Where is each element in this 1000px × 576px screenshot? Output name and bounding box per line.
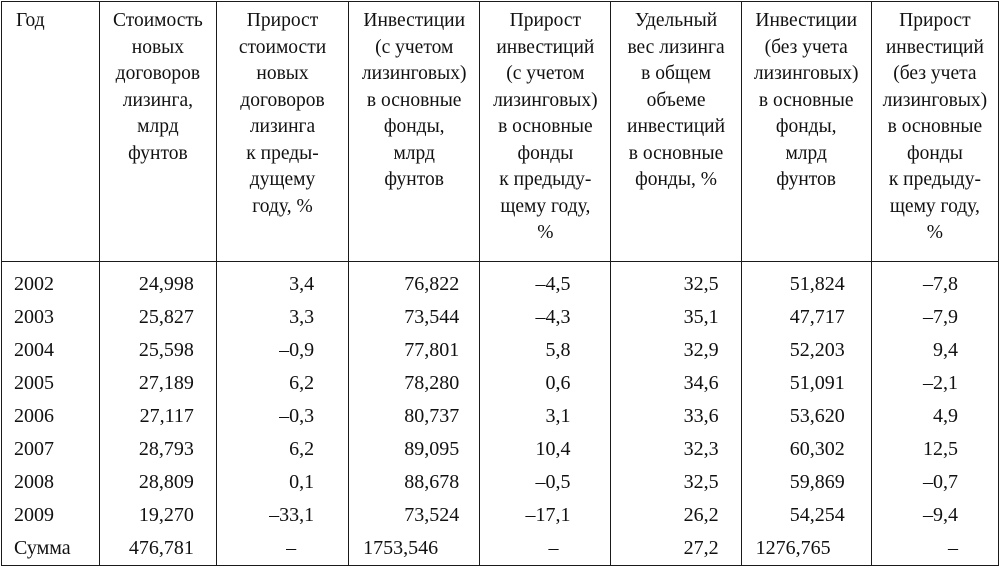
table-cell: 59,869: [741, 466, 871, 499]
header-investment-without-leasing: Инвестиции (без учета лизинговых) в основные фонды, млрд фунтов: [741, 2, 871, 262]
table-cell: –17,1: [480, 499, 611, 532]
leasing-investment-table: [1, 1, 999, 566]
year-cell: 2008: [2, 466, 100, 499]
table-cell: 5,8: [480, 334, 611, 367]
table-cell: 28,793: [99, 433, 216, 466]
table-cell: 54,254: [741, 499, 871, 532]
table-cell: –7,9: [871, 301, 998, 334]
table-row: [2, 433, 999, 466]
table-cell: 78,280: [349, 367, 480, 400]
table-cell: 27,117: [99, 400, 216, 433]
table-cell: –: [871, 532, 998, 566]
table-cell: 89,095: [349, 433, 480, 466]
table-cell: 0,6: [480, 367, 611, 400]
table-cell: 0,1: [216, 466, 348, 499]
table-row: [2, 334, 999, 367]
table-cell: 27,189: [99, 367, 216, 400]
table-cell: 51,824: [741, 262, 871, 302]
table-cell: –0,5: [480, 466, 611, 499]
table-cell: 60,302: [741, 433, 871, 466]
table-cell: 1753,546: [349, 532, 480, 566]
table-cell: 80,737: [349, 400, 480, 433]
table-cell: –4,3: [480, 301, 611, 334]
table-cell: –: [480, 532, 611, 566]
table-cell: 19,270: [99, 499, 216, 532]
year-cell: 2009: [2, 499, 100, 532]
table-row: [2, 367, 999, 400]
header-leasing-share: Удельный вес лизинга в общем объеме инвестиций в основные фонды, %: [611, 2, 741, 262]
table-cell: 25,827: [99, 301, 216, 334]
table-cell: –2,1: [871, 367, 998, 400]
table-row: [2, 400, 999, 433]
table-cell: –0,9: [216, 334, 348, 367]
table-cell: 32,5: [611, 466, 741, 499]
table-cell: –0,7: [871, 466, 998, 499]
table-cell: 73,524: [349, 499, 480, 532]
table-cell: –: [216, 532, 348, 566]
table-row: [2, 262, 999, 302]
table-row: [2, 301, 999, 334]
table-cell: 3,1: [480, 400, 611, 433]
header-investment-with-leasing: Инвестиции (с учетом лизинговых) в основные фонды, млрд фунтов: [349, 2, 480, 262]
table-row: [2, 499, 999, 532]
table-cell: 24,998: [99, 262, 216, 302]
header-row: [2, 2, 999, 262]
table-cell: 3,4: [216, 262, 348, 302]
year-cell: 2004: [2, 334, 100, 367]
table-cell: 32,9: [611, 334, 741, 367]
header-investment-with-leasing-growth: Прирост инвестиций (с учетом лизинговых) в основные фонды к предыду- щему году, %: [480, 2, 611, 262]
table-cell: –33,1: [216, 499, 348, 532]
table-row: [2, 466, 999, 499]
year-cell: 2002: [2, 262, 100, 302]
table-cell: 52,203: [741, 334, 871, 367]
table-cell: 32,5: [611, 262, 741, 302]
table-cell: 51,091: [741, 367, 871, 400]
table-cell: –0,3: [216, 400, 348, 433]
table-cell: 73,544: [349, 301, 480, 334]
table-cell: 10,4: [480, 433, 611, 466]
table-cell: 26,2: [611, 499, 741, 532]
header-new-leasing-value: Стоимость новых договоров лизинга, млрд фунтов: [99, 2, 216, 262]
table-cell: 28,809: [99, 466, 216, 499]
year-cell: 2005: [2, 367, 100, 400]
table-cell: 3,3: [216, 301, 348, 334]
table-cell: 1276,765: [741, 532, 871, 566]
header-leasing-growth: Прирост стоимости новых договоров лизинга к преды- дущему году, %: [216, 2, 348, 262]
table-cell: 6,2: [216, 433, 348, 466]
table-cell: 35,1: [611, 301, 741, 334]
table-cell: 4,9: [871, 400, 998, 433]
table-cell: 53,620: [741, 400, 871, 433]
table-cell: 12,5: [871, 433, 998, 466]
table-cell: 77,801: [349, 334, 480, 367]
year-cell: 2006: [2, 400, 100, 433]
table-cell: –4,5: [480, 262, 611, 302]
table-cell: 25,598: [99, 334, 216, 367]
sum-label: Сумма: [2, 532, 100, 566]
table-cell: 47,717: [741, 301, 871, 334]
table-cell: 33,6: [611, 400, 741, 433]
header-investment-without-leasing-growth: Прирост инвестиций (без учета лизинговых) в основные фонды к предыду- щему году, %: [871, 2, 998, 262]
table-cell: 88,678: [349, 466, 480, 499]
table-cell: 9,4: [871, 334, 998, 367]
header-year: Год: [2, 2, 100, 262]
year-cell: 2007: [2, 433, 100, 466]
sum-row: [2, 532, 999, 566]
table-cell: –7,8: [871, 262, 998, 302]
year-cell: 2003: [2, 301, 100, 334]
table-cell: 27,2: [611, 532, 741, 566]
table-cell: –9,4: [871, 499, 998, 532]
table-cell: 32,3: [611, 433, 741, 466]
table-cell: 76,822: [349, 262, 480, 302]
table-cell: 476,781: [99, 532, 216, 566]
table-cell: 6,2: [216, 367, 348, 400]
table-cell: 34,6: [611, 367, 741, 400]
